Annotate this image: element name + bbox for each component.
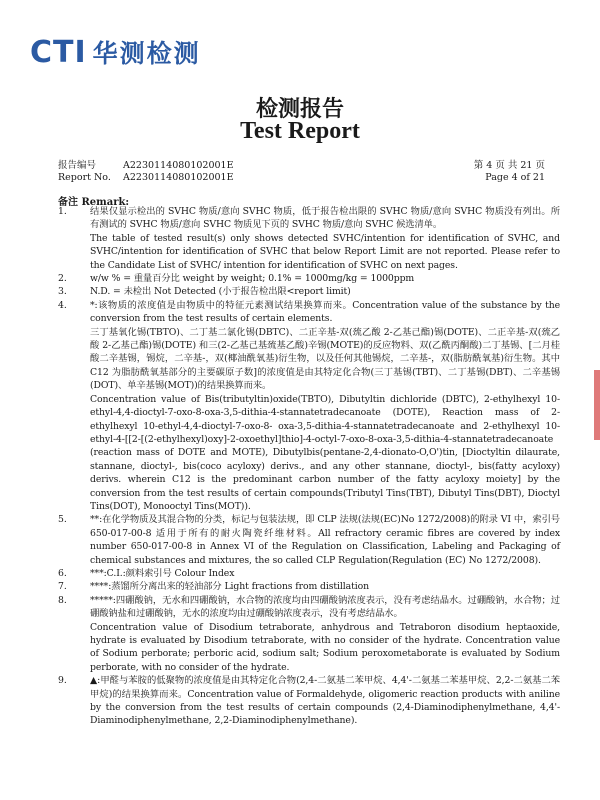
logo-chinese: 华测检测 [92,39,201,68]
remark-item [58,567,560,580]
remark-paragraph: Concentration value of Bis(tributyltin)oxide(TBTO), Dibutyltin dichloride (DBTC), 2-ethylhexyl 10-ethyl-4,4-dioctyl-7-oxo-8-oxa-3,5-dithia-4-stannatetradecanoate (DOTE), Reaction mass of 2-ethylhexyl 10-ethyl-4,4-dioctyl-7-oxo-8- oxa-3,5-dithia-4-stannatetradecanoate and 2-ethylhexyl 10-ethyl-4-[[2-[(2-ethylhexyl)oxy]-2-oxoethyl]thio]-4-octyl-7-oxo-8-oxa-3,5-dithia-4-stannatetradecanoate (reaction mass of DOTE and MOTE), Dibutylbis(pentane-2,4-dionato-O,O')tin, [Dioctyltin dilaurate, stannane, dioctyl-, bis(coco acyloxy) derivs., and any other stannane, dioctyl-, bis(fatty acyloxy) derivs. wherein C12 is the predominant carbon number of the fatty acyloxy moiety] by the conversion from the test results of certain compounds(Tributyl Tins(TBT), Dibutyl Tins(DBT), Dioctyl Tins(DOT), Monooctyl Tins(MOT)). [90,393,560,512]
page-number-cn: 第 4 页 共 21 页 [473,160,545,171]
remark-body [90,567,560,580]
remark-item [58,299,560,514]
report-no-label-en: Report No. [58,172,111,183]
remark-paragraph: ***:C.I.:颜料索引号 Colour Index [90,567,235,579]
title-english: Test Report [240,118,360,144]
remark-number: 9. [58,675,67,687]
remark-number: 8. [58,594,67,606]
remark-body [90,594,560,674]
remark-body [90,205,560,272]
remark-paragraph: w/w % = 重量百分比 weight by weight; 0.1% = 1000mg/kg = 1000ppm [90,273,415,285]
remark-body [90,272,560,285]
remark-item [58,594,560,674]
remark-list [58,205,560,728]
report-meta-cn [58,160,545,172]
logo-latin: CTI [30,34,87,70]
report-no-value-en: A2230114080102001E [123,172,234,183]
remark-number: 6. [58,567,67,579]
remark-number: 3. [58,286,67,298]
seal-edge-mark [594,370,600,440]
remark-body [90,674,560,728]
remark-paragraph: ▲:甲醛与苯胺的低聚物的浓度值是由其特定化合物(2,4-二氨基二苯甲烷、4,4'-二氨基二苯基甲烷、2,2-二氨基二苯甲烷)的结果换算而来。Concentration value of Formaldehyde, oligomeric reaction products with aniline by the conversion from the test results of certain compounds (2,4-Diaminodiphenylmethane, 4,4'- Diaminodiphenylmethane, 2,2-Diaminodiphenylmethane). [90,675,560,727]
report-meta-en [58,172,545,184]
remark-item [58,285,560,298]
report-no-label-cn: 报告编号 [58,160,97,171]
remark-item [58,272,560,285]
remark-number: 7. [58,581,67,593]
remark-item [58,674,560,728]
remark-paragraph: *:该物质的浓度值是由物质中的特征元素测试结果换算而来。Concentration value of the substance by the conversion from the test results of certain elements. [90,299,560,325]
remark-paragraph: **:在化学物质及其混合物的分类，标记与包装法规，即 CLP 法规(法规(EC)No 1272/2008)的附录 VI 中，索引号 650-017-00-8 适用于所有的耐火陶瓷纤维材料。All refractory ceramic fibres are covered by index number 650-017-00-8 in Annex VI of the Regulation on Classification, Labeling and Packaging of chemical substances and mixtures, the so called CLP Regulation(Regulation (EC) No 1272/2008). [90,514,560,566]
remark-item [58,205,560,272]
report-no-value-cn: A2230114080102001E [123,160,234,171]
page-number-en: Page 4 of 21 [485,172,545,183]
remark-number: 5. [58,514,67,526]
remark-paragraph: The table of tested result(s) only shows detected SVHC/intention for identification of SVHC, and SVHC/intention for identification of SVHC that below Report Limit are not reported. Please refer to the Candidate List of SVHC/ intention for identification of SVHC on next pages. [90,232,560,271]
remark-paragraph: 结果仅显示检出的 SVHC 物质/意向 SVHC 物质，低于报告检出限的 SVHC 物质/意向 SVHC 物质没有列出。所有测试的 SVHC 物质/意向 SVHC 物质见下页的 SVHC 物质/意向 SVHC 候选清单。 [90,206,560,231]
remark-body [90,580,560,593]
remark-body [90,513,560,567]
remark-paragraph: Concentration value of Disodium tetraborate, anhydrous and Tetraboron disodium heptaoxide, hydrate is evaluated by Disodium tetraborate, with no consider of the hydrate. Concentration value of Sodium perborate; perboric acid, sodium salt; Sodium peroxometaborate is evaluated by Sodium perborate, with no consider of the hydrate. [90,621,560,673]
remark-body [90,299,560,514]
remark-number: 4. [58,299,67,311]
company-logo [30,32,201,72]
remark-paragraph: 三丁基氧化锡(TBTO)、二丁基二氯化锡(DBTC)、二正辛基-双(巯乙酸 2-乙基己酯)锡(DOTE)、二正辛基-双(巯乙酸 2-乙基己酯)锡(DOTE) 和三(2-乙基己基巯基乙酸)辛锡(MOTE)的反应物料、双(乙酰丙酮酸)二丁基锡、[二月桂酸二辛基锡，锡烷，二辛基-，双(椰油酰氧基)衍生物，以及任何其他锡烷，二辛基-，双(脂肪酰氧基)衍生物。其中 C12 为脂肪酰氧基部分的主要碳原子数]的浓度值是由其特定化合物(三丁基锡(TBT)、二丁基锡(DBT)、二辛基锡(DOT)、单辛基锡(MOT))的结果换算而来。 [90,326,560,392]
remark-paragraph: ****:蒸馏所分离出来的轻油部分 Light fractions from distillation [90,581,370,593]
remark-body [90,285,560,298]
title-chinese: 检测报告 [255,97,344,122]
remark-number: 2. [58,273,67,285]
remark-heading: 备注 Remark: [58,197,130,208]
remark-number: 1. [58,206,67,217]
remark-item [58,580,560,593]
remark-item [58,513,560,567]
remark-paragraph: *****:四硼酸钠，无水和四硼酸钠，水合物的浓度均由四硼酸钠浓度表示，没有考虑结晶水。过硼酸钠，水合物；过硼酸钠盐和过硼酸钠，无水的浓度均由过硼酸钠浓度表示，没有考虑结晶水。 [90,594,560,620]
remark-paragraph: N.D. = 未检出 Not Detected (小于报告检出限<report limit) [90,286,351,298]
